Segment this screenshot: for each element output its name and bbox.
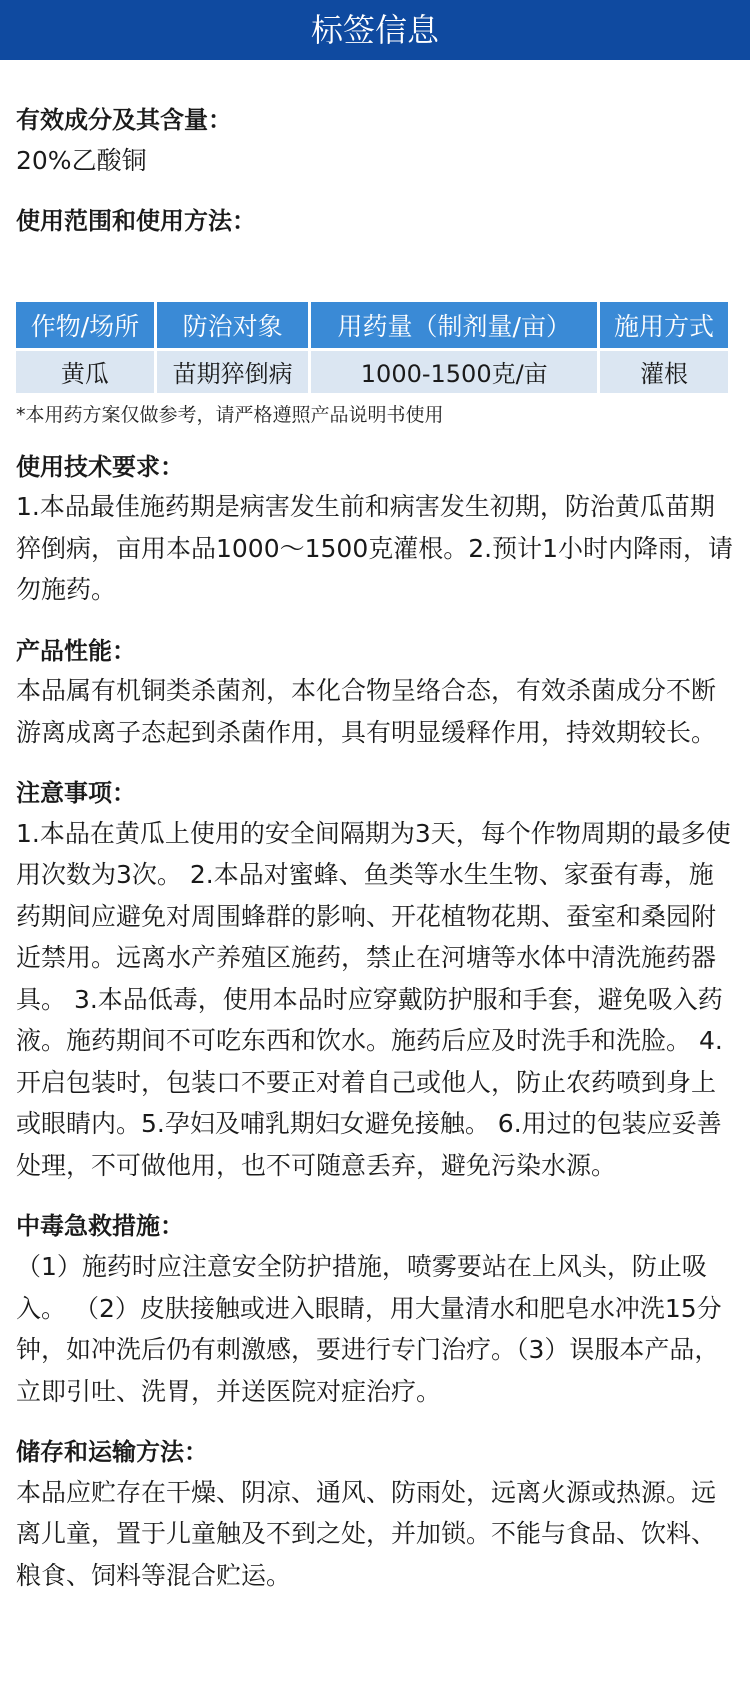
table-header-dosage: 用药量（制剂量/亩） [311,302,597,348]
firstaid-body: （1）施药时应注意安全防护措施，喷雾要站在上风头，防止吸入。 （2）皮肤接触或进入眼睛，用大量清水和肥皂水冲洗15分钟，如冲洗后仍有刺激感，要进行专门治疗。（3）误服本产品，立即引吐、洗胃，并送医院对症治疗。 [16,1252,722,1406]
storage-body: 本品应贮存在干燥、阴凉、通风、防雨处，远离火源或热源。远离儿童，置于儿童触及不到之处，并加锁。不能与食品、饮料、粮食、饲料等混合贮运。 [16,1477,717,1590]
table-cell-method: 灌根 [600,351,728,393]
usage-note: *本用药方案仅做参考，请严格遵照产品说明书使用 [16,403,444,426]
table-cell-target: 苗期猝倒病 [157,351,309,393]
table-header-method: 施用方式 [600,302,728,348]
table-header-row [16,302,728,348]
table-header-crop: 作物/场所 [16,302,154,348]
label-content [0,104,750,1596]
tech-body: 1.本品最佳施药期是病害发生前和病害发生初期，防治黄瓜苗期猝倒病，亩用本品1000～1500克灌根。2.预计1小时内降雨，请勿施药。 [16,492,734,605]
ingredient-value: 20%乙酸铜 [16,145,147,175]
performance-title: 产品性能： [16,636,136,665]
table-row [16,351,728,393]
tech-title: 使用技术要求： [16,452,184,481]
usage-table [13,299,731,396]
storage-title: 储存和运输方法： [16,1438,208,1467]
page-title: 标签信息 [310,11,439,49]
usage-title: 使用范围和使用方法： [16,207,256,236]
table-cell-dosage: 1000-1500克/亩 [311,351,597,393]
performance-body: 本品属有机铜类杀菌剂，本化合物呈络合态，有效杀菌成分不断游离成离子态起到杀菌作用，具有明显缓释作用，持效期较长。 [16,676,717,747]
table-header-target: 防治对象 [157,302,309,348]
usage-table-wrap [16,299,734,396]
precautions-body: 1.本品在黄瓜上使用的安全间隔期为3天，每个作物周期的最多使用次数为3次。 2.本品对蜜蜂、鱼类等水生生物、家蚕有毒，施药期间应避免对周围蜂群的影响、开花植物花期、蚕室和桑园附近禁用。远离水产养殖区施药，禁止在河塘等水体中清洗施药器具。 3.本品低毒，使用本品时应穿戴防护服和手套，避免吸入药液。施药期间不可吃东西和饮水。施药后应及时洗手和洗脸。 4.开启包装时，包装口不要正对着自己或他人，防止农药喷到身上或眼睛内。5.孕妇及哺乳期妇女避免接触。 6.用过的包装应妥善处理，不可做他用，也不可随意丢弃，避免污染水源。 [16,818,731,1180]
ingredient-title: 有效成分及其含量： [16,106,232,134]
page-header [0,0,750,60]
precautions-title: 注意事项： [16,779,136,808]
table-cell-crop: 黄瓜 [16,351,154,393]
firstaid-title: 中毒急救措施： [16,1212,184,1241]
